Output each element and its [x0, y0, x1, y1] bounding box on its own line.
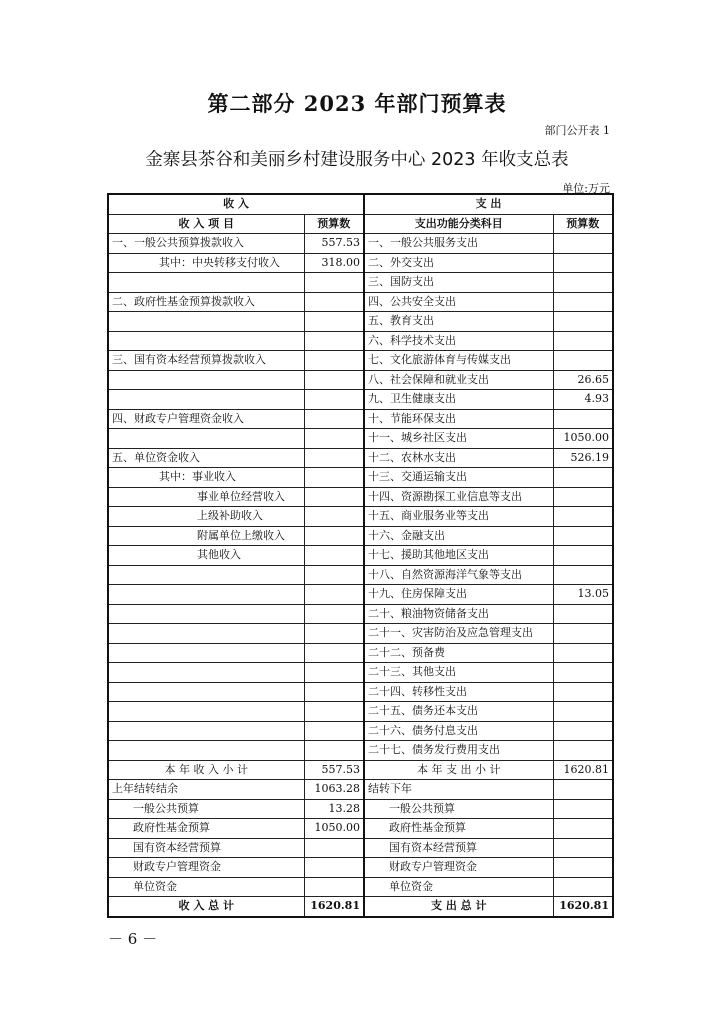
income-value: 318.00	[304, 253, 364, 273]
table-row	[108, 507, 613, 527]
budget-summary-table	[107, 193, 614, 918]
income-item	[108, 331, 304, 351]
expense-value	[553, 721, 613, 741]
income-value	[304, 721, 364, 741]
income-item: 其中：中央转移支付收入	[108, 253, 304, 273]
carry-expense-item: 结转下年	[364, 780, 553, 800]
carry-expense-value	[553, 819, 613, 839]
expense-value	[553, 741, 613, 761]
table-row	[108, 409, 613, 429]
income-item: 附属单位上缴收入	[108, 526, 304, 546]
table-row	[108, 565, 613, 585]
carry-income-value: 13.28	[304, 799, 364, 819]
carry-row	[108, 858, 613, 878]
expense-value	[553, 546, 613, 566]
table-row	[108, 526, 613, 546]
income-item: 二、政府性基金预算拨款收入	[108, 292, 304, 312]
income-item-header: 收 入 项 目	[108, 214, 304, 234]
expense-item: 十五、商业服务业等支出	[364, 507, 553, 527]
income-total-value: 1620.81	[304, 897, 364, 917]
subtotal-row	[108, 760, 613, 780]
table-row	[108, 292, 613, 312]
income-item: 五、单位资金收入	[108, 448, 304, 468]
income-value	[304, 663, 364, 683]
income-value	[304, 331, 364, 351]
income-item: 一、一般公共预算拨款收入	[108, 234, 304, 254]
income-item	[108, 312, 304, 332]
income-budget-header: 预算数	[304, 214, 364, 234]
table-row	[108, 741, 613, 761]
expense-value	[553, 526, 613, 546]
carry-row	[108, 780, 613, 800]
income-value	[304, 507, 364, 527]
page-number: － 6 －	[108, 930, 158, 948]
expense-value: 13.05	[553, 585, 613, 605]
expense-value	[553, 702, 613, 722]
expense-item: 五、教育支出	[364, 312, 553, 332]
income-value	[304, 604, 364, 624]
expense-item: 十、节能环保支出	[364, 409, 553, 429]
income-header: 收 入	[108, 194, 364, 214]
income-value	[304, 351, 364, 371]
income-value	[304, 390, 364, 410]
income-value	[304, 448, 364, 468]
income-item	[108, 663, 304, 683]
table-row	[108, 663, 613, 683]
expense-item: 二十四、转移性支出	[364, 682, 553, 702]
expense-item: 六、科学技术支出	[364, 331, 553, 351]
carry-income-item: 一般公共预算	[108, 799, 304, 819]
carry-income-value: 1063.28	[304, 780, 364, 800]
carry-row	[108, 877, 613, 897]
carry-expense-item: 单位资金	[364, 877, 553, 897]
expense-value	[553, 624, 613, 644]
income-item	[108, 741, 304, 761]
expense-value	[553, 663, 613, 683]
expense-item: 四、公共安全支出	[364, 292, 553, 312]
income-subtotal-value: 557.53	[304, 760, 364, 780]
table-row	[108, 370, 613, 390]
expense-value	[553, 604, 613, 624]
carry-income-item: 财政专户管理资金	[108, 858, 304, 878]
income-item	[108, 370, 304, 390]
expense-value: 526.19	[553, 448, 613, 468]
income-value	[304, 682, 364, 702]
table-row	[108, 331, 613, 351]
expense-header: 支 出	[364, 194, 613, 214]
income-value	[304, 409, 364, 429]
income-item	[108, 624, 304, 644]
carry-expense-item: 财政专户管理资金	[364, 858, 553, 878]
expense-item: 二十六、债务付息支出	[364, 721, 553, 741]
income-item	[108, 429, 304, 449]
carry-income-item: 政府性基金预算	[108, 819, 304, 839]
expense-item: 十八、自然资源海洋气象等支出	[364, 565, 553, 585]
expense-value	[553, 312, 613, 332]
carry-income-item: 单位资金	[108, 877, 304, 897]
expense-item: 二十七、债务发行费用支出	[364, 741, 553, 761]
expense-item: 十六、金融支出	[364, 526, 553, 546]
income-item: 其中：事业收入	[108, 468, 304, 488]
expense-item: 三、国防支出	[364, 273, 553, 293]
expense-total-label: 支 出 总 计	[364, 897, 553, 917]
table-row	[108, 351, 613, 371]
expense-value	[553, 487, 613, 507]
expense-value	[553, 468, 613, 488]
table-row	[108, 253, 613, 273]
income-item	[108, 565, 304, 585]
income-item	[108, 273, 304, 293]
income-value	[304, 643, 364, 663]
carry-row	[108, 819, 613, 839]
report-title: 金寨县茶谷和美丽乡村建设服务中心 2023 年收支总表	[145, 150, 569, 170]
table-row	[108, 585, 613, 605]
table-header-row	[108, 194, 613, 214]
table-subheader-row	[108, 214, 613, 234]
carry-expense-item: 一般公共预算	[364, 799, 553, 819]
income-value	[304, 273, 364, 293]
table-row	[108, 702, 613, 722]
table-row	[108, 448, 613, 468]
carry-row	[108, 838, 613, 858]
expense-value	[553, 234, 613, 254]
expense-value	[553, 507, 613, 527]
total-row	[108, 897, 613, 917]
income-item: 上级补助收入	[108, 507, 304, 527]
expense-item: 十四、资源勘探工业信息等支出	[364, 487, 553, 507]
carry-expense-item: 国有资本经营预算	[364, 838, 553, 858]
income-item	[108, 721, 304, 741]
carry-income-value	[304, 858, 364, 878]
income-value	[304, 487, 364, 507]
expense-value	[553, 253, 613, 273]
expense-subtotal-value: 1620.81	[553, 760, 613, 780]
expense-item: 八、社会保障和就业支出	[364, 370, 553, 390]
income-value	[304, 312, 364, 332]
carry-expense-value	[553, 877, 613, 897]
income-item	[108, 643, 304, 663]
income-value	[304, 526, 364, 546]
expense-item-header: 支出功能分类科目	[364, 214, 553, 234]
income-value	[304, 370, 364, 390]
expense-item: 十九、住房保障支出	[364, 585, 553, 605]
income-item: 三、国有资本经营预算拨款收入	[108, 351, 304, 371]
carry-income-value	[304, 877, 364, 897]
income-value: 557.53	[304, 234, 364, 254]
expense-item: 二十、粮油物资储备支出	[364, 604, 553, 624]
expense-value	[553, 292, 613, 312]
expense-subtotal-label: 本 年 支 出 小 计	[364, 760, 553, 780]
table-number: 部门公开表 1	[544, 124, 610, 137]
table-row	[108, 234, 613, 254]
expense-value	[553, 409, 613, 429]
income-item: 事业单位经营收入	[108, 487, 304, 507]
income-item	[108, 390, 304, 410]
expense-value: 1050.00	[553, 429, 613, 449]
table-row	[108, 468, 613, 488]
income-item	[108, 702, 304, 722]
carry-expense-value	[553, 780, 613, 800]
carry-income-item: 国有资本经营预算	[108, 838, 304, 858]
income-value	[304, 565, 364, 585]
table-row	[108, 487, 613, 507]
expense-item: 七、文化旅游体育与传媒支出	[364, 351, 553, 371]
income-item: 其他收入	[108, 546, 304, 566]
part-title: 第二部分 2023 年部门预算表	[207, 91, 507, 116]
carry-expense-value	[553, 799, 613, 819]
table-row	[108, 390, 613, 410]
income-item	[108, 604, 304, 624]
table-row	[108, 604, 613, 624]
expense-item: 十七、援助其他地区支出	[364, 546, 553, 566]
table-row	[108, 624, 613, 644]
income-value	[304, 468, 364, 488]
carry-row	[108, 799, 613, 819]
expense-value: 4.93	[553, 390, 613, 410]
income-item	[108, 585, 304, 605]
carry-expense-value	[553, 838, 613, 858]
income-value	[304, 546, 364, 566]
expense-item: 十三、交通运输支出	[364, 468, 553, 488]
expense-item: 二十一、灾害防治及应急管理支出	[364, 624, 553, 644]
table-row	[108, 273, 613, 293]
expense-budget-header: 预算数	[553, 214, 613, 234]
expense-value: 26.65	[553, 370, 613, 390]
table-row	[108, 546, 613, 566]
expense-item: 二十三、其他支出	[364, 663, 553, 683]
expense-value	[553, 682, 613, 702]
income-value	[304, 292, 364, 312]
income-value	[304, 741, 364, 761]
expense-item: 二、外交支出	[364, 253, 553, 273]
income-total-label: 收 入 总 计	[108, 897, 304, 917]
expense-item: 二十二、预备费	[364, 643, 553, 663]
expense-value	[553, 643, 613, 663]
table-row	[108, 429, 613, 449]
table-row	[108, 721, 613, 741]
table-row	[108, 643, 613, 663]
carry-expense-item: 政府性基金预算	[364, 819, 553, 839]
expense-value	[553, 273, 613, 293]
unit-label: 单位:万元	[562, 182, 610, 195]
income-subtotal-label: 本 年 收 入 小 计	[108, 760, 304, 780]
income-value	[304, 702, 364, 722]
expense-value	[553, 331, 613, 351]
expense-item: 二十五、债务还本支出	[364, 702, 553, 722]
expense-item: 十一、城乡社区支出	[364, 429, 553, 449]
expense-total-value: 1620.81	[553, 897, 613, 917]
expense-value	[553, 565, 613, 585]
income-value	[304, 585, 364, 605]
carry-expense-value	[553, 858, 613, 878]
table-row	[108, 682, 613, 702]
income-value	[304, 429, 364, 449]
income-item	[108, 682, 304, 702]
expense-item: 九、卫生健康支出	[364, 390, 553, 410]
table-row	[108, 312, 613, 332]
carry-income-value: 1050.00	[304, 819, 364, 839]
carry-income-value	[304, 838, 364, 858]
expense-value	[553, 351, 613, 371]
expense-item: 十二、农林水支出	[364, 448, 553, 468]
income-value	[304, 624, 364, 644]
income-item: 四、财政专户管理资金收入	[108, 409, 304, 429]
expense-item: 一、一般公共服务支出	[364, 234, 553, 254]
carry-income-item: 上年结转结余	[108, 780, 304, 800]
